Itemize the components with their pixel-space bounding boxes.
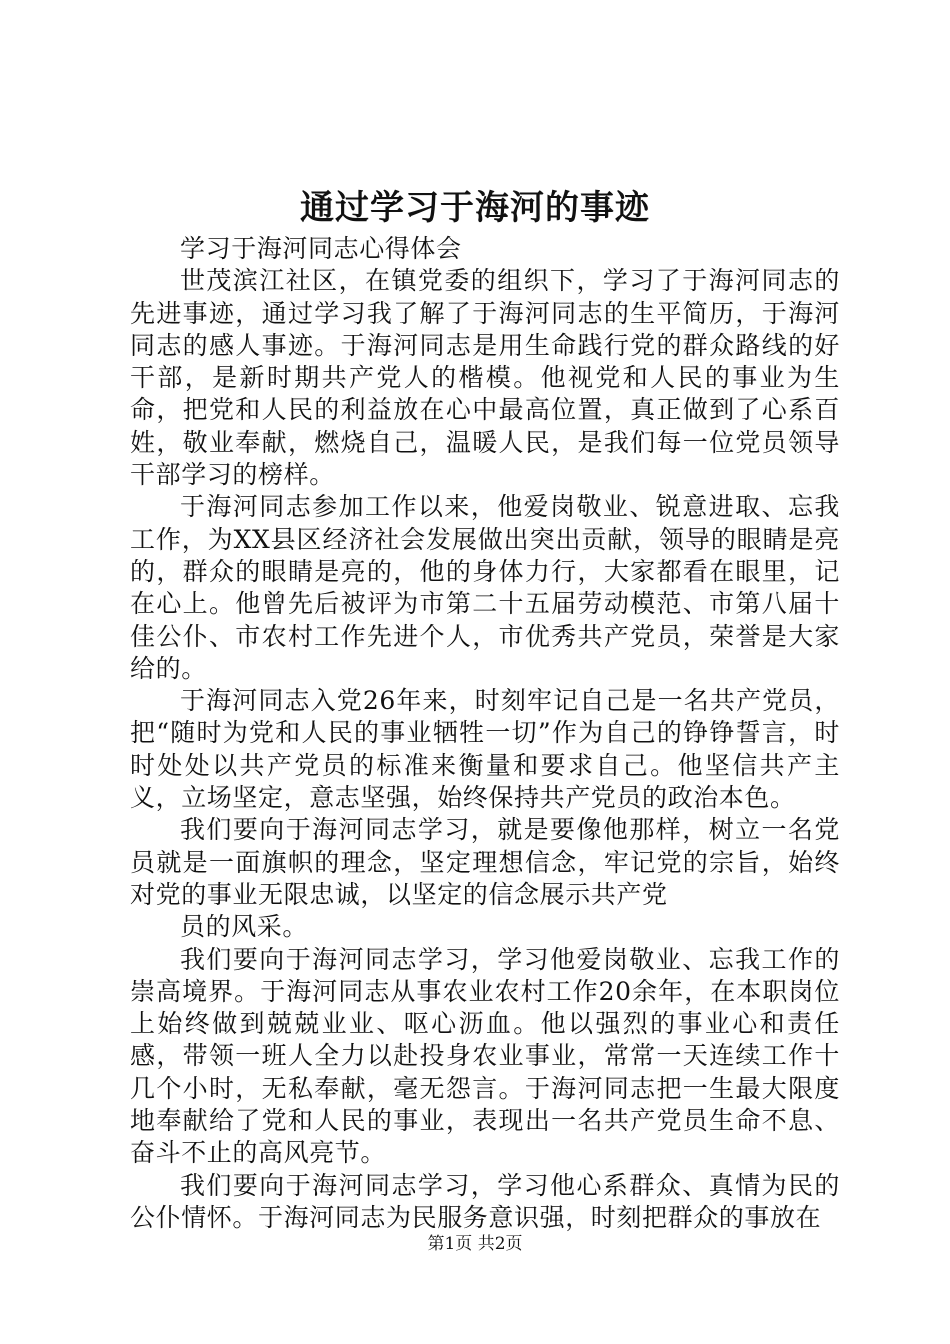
- page-footer: 第1页 共2页: [427, 1234, 523, 1254]
- document-body: [130, 233, 840, 1234]
- body-paragraph: 我们要向于海河同志学习，就是要像他那样，树立一名党员就是一面旗帜的理念，坚定理想信念，牢记党的宗旨，始终对党的事业无限忠诚，以坚定的信念展示共产党: [130, 815, 840, 909]
- body-paragraph: 我们要向于海河同志学习，学习他爱岗敬业、忘我工作的崇高境界。于海河同志从事农业农村工作20余年，在本职岗位上始终做到兢兢业业、呕心沥血。他以强烈的事业心和责任感，带领一班人全力以赴投身农业事业，常常一天连续工作十几个小时，无私奉献，毫无怨言。于海河同志把一生最大限度地奉献给了党和人民的事业，表现出一名共产党员生命不息、奋斗不止的高风亮节。: [130, 944, 840, 1168]
- subtitle-paragraph: 学习于海河同志心得体会: [180, 234, 462, 263]
- body-paragraph: 于海河同志参加工作以来，他爱岗敬业、锐意进取、忘我工作，为XX县区经济社会发展做出突出贡献，领导的眼睛是亮的，群众的眼睛是亮的，他的身体力行，大家都看在眼里，记在心上。他曾先后被评为市第二十五届劳动模范、市第八届十佳公仆、市农村工作先进个人，市优秀共产党员，荣誉是大家给的。: [130, 492, 840, 683]
- body-paragraph: 我们要向于海河同志学习，学习他心系群众、真情为民的公仆情怀。于海河同志为民服务意识强，时刻把群众的事放在: [130, 1170, 840, 1232]
- body-paragraph: 世茂滨江社区，在镇党委的组织下，学习了于海河同志的先进事迹，通过学习我了解了于海河同志的生平简历，于海河同志的感人事迹。于海河同志是用生命践行党的群众路线的好干部，是新时期共产党人的楷模。他视党和人民的事业为生命，把党和人民的利益放在心中最高位置，真正做到了心系百姓，敬业奉献，燃烧自己，温暖人民，是我们每一位党员领导干部学习的榜样。: [130, 266, 840, 490]
- body-paragraph: 于海河同志入党26年来，时刻牢记自己是一名共产党员，把“随时为党和人民的事业牺牲一切”作为自己的铮铮誓言，时时处处以共产党员的标准来衡量和要求自己。他坚信共产主义，立场坚定，意志坚强，始终保持共产党员的政治本色。: [130, 686, 840, 813]
- body-paragraph: 员的风采。: [180, 912, 309, 942]
- document-title: 通过学习于海河的事迹: [300, 188, 650, 228]
